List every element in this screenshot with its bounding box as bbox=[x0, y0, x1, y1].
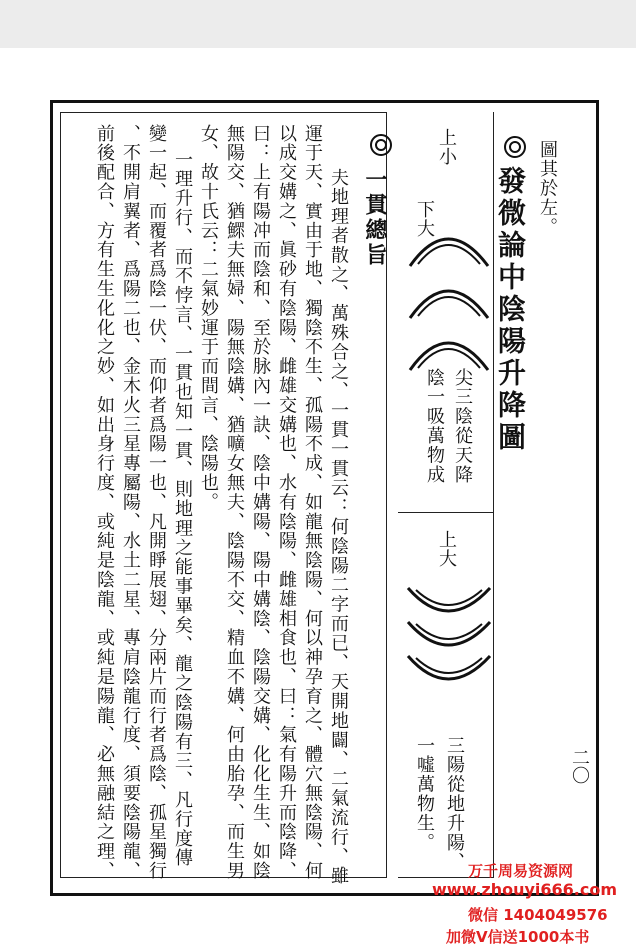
body-column: 以成交媾之、眞砂有陰陽、雌雄交媾也、水有陰陽、雌雄相食也、曰：氣有陽升而陰降、 bbox=[276, 124, 297, 881]
intro-text: 圖其於左。 bbox=[537, 140, 558, 237]
watermark-line-1: 万千周易资源网 bbox=[468, 862, 574, 880]
title-circle-icon bbox=[504, 136, 526, 158]
watermark-line-3: 微信 1404049576 bbox=[468, 906, 608, 924]
arch-1 bbox=[410, 239, 488, 266]
lower-caption-2: 一噓萬物生。 bbox=[414, 736, 435, 853]
body-column: 女、故十氏云：二氣妙運于而間言、陰陽也。 bbox=[198, 124, 219, 512]
upper-caption-1: 尖三陰從天降 bbox=[452, 368, 473, 485]
watermark-line-4: 加微V信送1000本书 bbox=[446, 928, 590, 946]
watermark-line-2: www.zhouyi666.com bbox=[432, 880, 618, 899]
yin-descend-diagram bbox=[404, 218, 494, 374]
section-circle-icon bbox=[370, 134, 392, 156]
diagram-title: 發微論中陰陽升降圖 bbox=[494, 166, 527, 454]
body-column: 無陽交、猶鰥夫無婦、陽無陰媾、猶嚝女無夫、陰陽不交、精血不媾、何由胎孕、而生男 bbox=[224, 124, 245, 881]
body-column: 運于天、實由于地、獨陰不生、孤陽不成、如龍無陰陽、何以神孕育之、體穴無陰陽、何 bbox=[302, 124, 323, 881]
body-column: 變一起、而覆者爲陰一伏、而仰者爲陽一也、凡開睜展翅、分兩片而行者爲陰、孤星獨行 bbox=[146, 124, 167, 881]
body-column: 、不開肩翼者、爲陽二也、金木火三星專屬陽、水土二星、專肩陰龍行度、須要陰陽龍、 bbox=[120, 124, 141, 881]
diagram-divider bbox=[398, 512, 494, 513]
upper-label-top: 上小 bbox=[436, 128, 457, 167]
lower-label-top: 上大 bbox=[436, 530, 457, 569]
upper-label-bottom: 下大 bbox=[414, 200, 435, 239]
lower-caption-1: 三陽從地升陽、 bbox=[444, 736, 465, 872]
body-column: 前後配合、方有生生化化之妙、如出身行度、或純是陰龍、或純是陽龍、必無融結之理、 bbox=[94, 124, 115, 881]
upper-caption-2: 陰一吸萬物成 bbox=[424, 368, 445, 485]
body-column: 夫地理者散之、萬殊合之、一貫一貫云：何陰陽二字而已、天開地闢、二氣流行、雖 bbox=[328, 168, 349, 886]
arch-3 bbox=[410, 343, 488, 370]
bowl-2 bbox=[408, 622, 490, 645]
bowl-1 bbox=[408, 588, 490, 611]
body-column: 曰：上有陽冲而陰和、至於脉內一訣、陰中媾陽、陽中媾陰、陰陽交媾、化化生生、如陰 bbox=[250, 124, 271, 881]
arch-2 bbox=[410, 291, 488, 318]
page-number: 二〇 bbox=[569, 748, 590, 784]
body-column: 一理升行、而不悖言、一貫也知一貫、則地理之能事畢矣、龍之陰陽有三、凡行度傳 bbox=[172, 150, 193, 868]
yang-ascend-diagram bbox=[404, 582, 494, 694]
top-bar bbox=[0, 0, 636, 48]
bowl-3 bbox=[408, 656, 490, 679]
section-title: 一貫總旨 bbox=[362, 168, 388, 268]
